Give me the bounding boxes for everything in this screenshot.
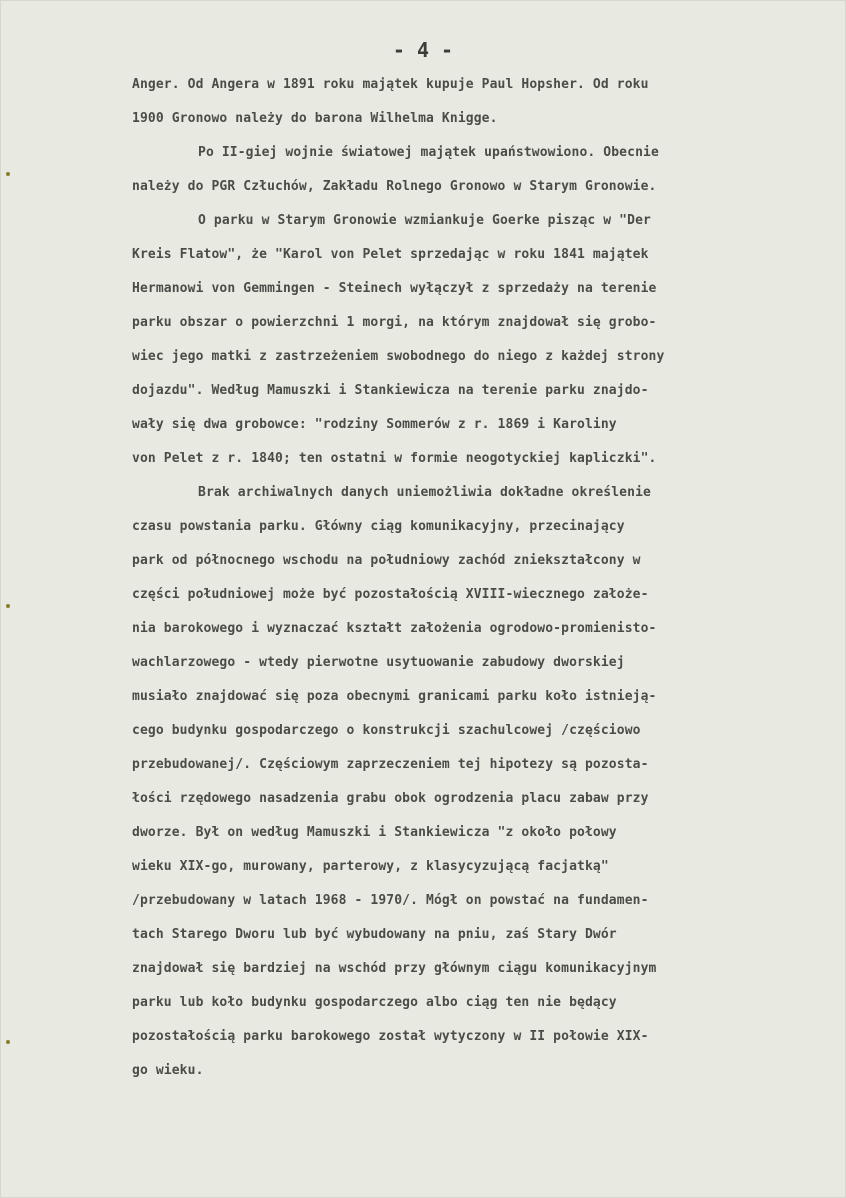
text-line: dojazdu". Według Mamuszki i Stankiewicza na terenie parku znajdo-: [132, 383, 649, 398]
margin-mark: [6, 604, 10, 608]
text-line: wieku XIX-go, murowany, parterowy, z klasycyzującą facjatką": [132, 859, 609, 874]
text-line: /przebudowany w latach 1968 - 1970/. Mógł on powstać na fundamen-: [132, 893, 649, 908]
text-line: wiec jego matki z zastrzeżeniem swobodnego do niego z każdej strony: [132, 349, 665, 364]
text-line: Hermanowi von Gemmingen - Steinech wyłączył z sprzedaży na terenie: [132, 281, 657, 296]
text-line: parku obszar o powierzchni 1 morgi, na którym znajdował się grobo-: [132, 315, 657, 330]
margin-mark: [6, 172, 10, 176]
text-line: 1900 Gronowo należy do barona Wilhelma Knigge.: [132, 111, 498, 126]
text-line: von Pelet z r. 1840; ten ostatni w formie neogotyckiej kapliczki".: [132, 451, 657, 466]
text-line: cego budynku gospodarczego o konstrukcji szachulcowej /częściowo: [132, 723, 641, 738]
text-line: O parku w Starym Gronowie wzmiankuje Goerke pisząc w "Der: [198, 213, 651, 228]
text-line: Po II-giej wojnie światowej majątek upaństwowiono. Obecnie: [198, 145, 659, 160]
text-line: znajdował się bardziej na wschód przy głównym ciągu komunikacyjnym: [132, 961, 657, 976]
text-line: czasu powstania parku. Główny ciąg komunikacyjny, przecinający: [132, 519, 625, 534]
text-line: dworze. Był on według Mamuszki i Stankiewicza "z około połowy: [132, 825, 617, 840]
text-line: tach Starego Dworu lub być wybudowany na pniu, zaś Stary Dwór: [132, 927, 617, 942]
document-body: [132, 68, 822, 1088]
text-line: wały się dwa grobowce: "rodziny Sommerów z r. 1869 i Karoliny: [132, 417, 617, 432]
text-line: park od północnego wschodu na południowy zachód zniekształcony w: [132, 553, 641, 568]
text-line: części południowej może być pozostałością XVIII-wiecznego założe-: [132, 587, 649, 602]
text-line: wachlarzowego - wtedy pierwotne usytuowanie zabudowy dworskiej: [132, 655, 625, 670]
text-line: go wieku.: [132, 1063, 204, 1078]
text-line: należy do PGR Człuchów, Zakładu Rolnego Gronowo w Starym Gronowie.: [132, 179, 657, 194]
text-line: Brak archiwalnych danych uniemożliwia dokładne określenie: [198, 485, 651, 500]
text-line: parku lub koło budynku gospodarczego albo ciąg ten nie będący: [132, 995, 617, 1010]
text-line: pozostałością parku barokowego został wytyczony w II połowie XIX-: [132, 1029, 649, 1044]
margin-mark: [6, 1040, 10, 1044]
text-line: Anger. Od Angera w 1891 roku majątek kupuje Paul Hopsher. Od roku: [132, 77, 649, 92]
text-line: nia barokowego i wyznaczać kształt założenia ogrodowo-promienisto-: [132, 621, 657, 636]
page-number: - 4 -: [392, 38, 454, 62]
text-line: Kreis Flatow", że "Karol von Pelet sprzedając w roku 1841 majątek: [132, 247, 649, 262]
text-line: łości rzędowego nasadzenia grabu obok ogrodzenia placu zabaw przy: [132, 791, 649, 806]
text-line: przebudowanej/. Częściowym zaprzeczeniem tej hipotezy są pozosta-: [132, 757, 649, 772]
text-line: musiało znajdować się poza obecnymi granicami parku koło istnieją-: [132, 689, 657, 704]
